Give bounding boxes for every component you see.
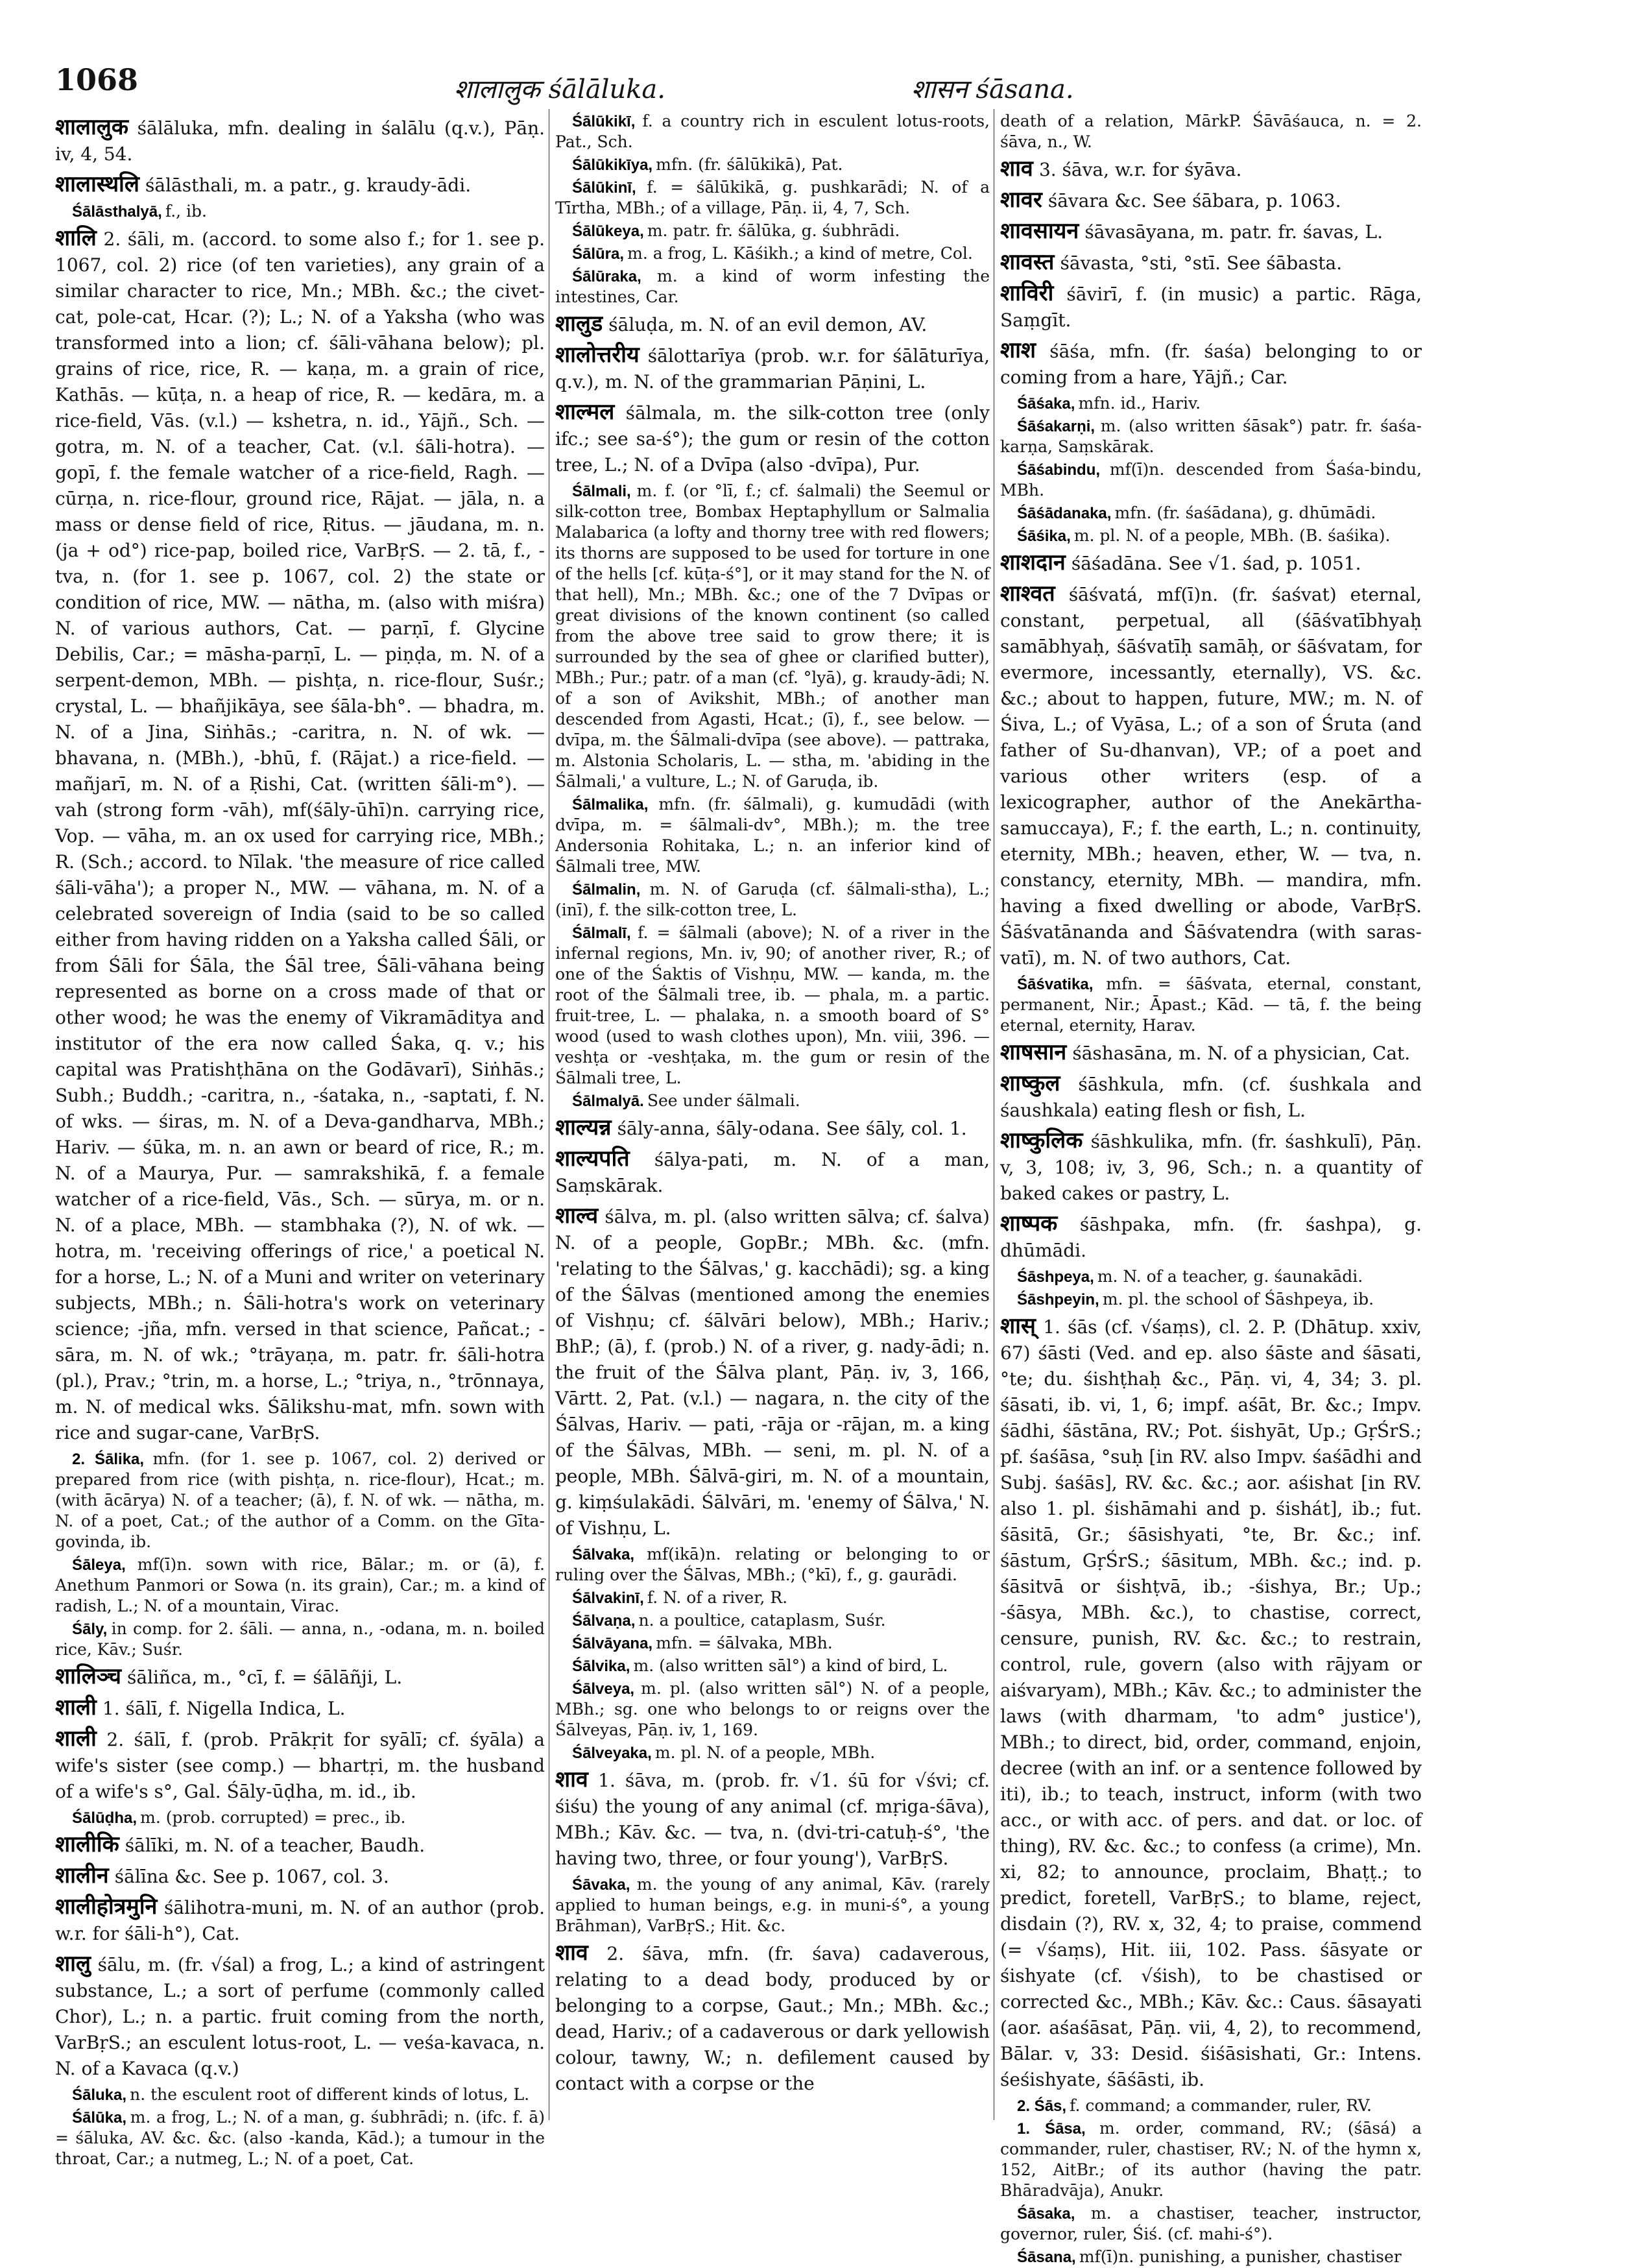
entry-definition: śāshpaka, mfn. (fr. śashpa), g. dhūmādi. (1000, 1214, 1422, 1261)
dictionary-entry (55, 1833, 545, 1860)
entry-headword: Śālmalika, (572, 796, 649, 814)
entry-headword: Śālveya, (572, 1680, 635, 1698)
entry-headword: शालुड (555, 311, 603, 337)
entry-definition: n. the esculent root of different kinds of lotus, L. (130, 2085, 530, 2104)
entry-headword: शाव (1000, 156, 1033, 182)
dictionary-entry (555, 1941, 990, 2098)
entry-headword: शाल्यपति (555, 1146, 630, 1172)
entry-headword: शाश्वत (1000, 581, 1055, 607)
entry-definition: śāliñca, m., °cī, f. = śālāñji, L. (127, 1667, 403, 1688)
entry-definition: mf(ikā)n. relating or belonging to or ruling over the Śālvas, MBh.; (°kī), f., g. gaurādi. (555, 1545, 990, 1584)
left-running-headword: शालालुक śālāluka. (454, 75, 665, 104)
entry-headword: शाश (1000, 337, 1036, 363)
dictionary-entry (555, 312, 990, 339)
dictionary-entry (555, 1743, 990, 1764)
entry-headword: 2. Śālika, (72, 1451, 145, 1468)
entry-definition: śālmala, m. the silk-cotton tree (only ifc.; see sa-ś°); the gum or resin of the cotton tree, L.; N. of a Dvīpa (also -dvīpa), Pur. (555, 402, 990, 476)
entry-headword: Śāly, (72, 1621, 108, 1638)
entry-headword: शावसायन (1000, 218, 1079, 244)
entry-definition: mfn. (fr. śālūkikā), Pat. (656, 155, 843, 174)
entry-headword: शालीहोत्रमुनि (55, 1894, 158, 1920)
dictionary-entry (1000, 157, 1422, 184)
entry-definition: m. a frog, L.; N. of a man, g. śubhrādi; n. (ifc. f. ā) = śāluka, AV. &c. &c. (also -kanda, Kād.); a tumour in the throat, Car.; a nutmeg, L.; N. of a poet, Cat. (55, 2108, 545, 2168)
entry-definition: m. order, command, RV.; (śāsá) a commander, ruler, chastiser, RV.; N. of the hymn x, 152, AitBr.; of its author (having the patr. Bhāradvāja), Anukr. (1000, 2119, 1422, 2200)
entry-definition: śālīki, m. N. of a teacher, Baudh. (125, 1835, 425, 1856)
entry-definition: śāshkulika, mfn. (fr. śashkulī), Pāṇ. v, 3, 108; iv, 3, 96, Sch.; n. a quantity of baked cakes or pastry, L. (1000, 1131, 1422, 1204)
entry-headword: Śālmalin, (572, 881, 641, 899)
entry-headword: शाशदान (1000, 549, 1066, 575)
entry-definition: mf(ī)n. sown with rice, Bālar.; m. or (ā), f. Anethum Panmori or Sowa (n. its grain), Car.; m. a kind of radish, L.; N. of a mountain, Virac. (55, 1555, 545, 1615)
entry-definition: m. a chastiser, teacher, instructor, governor, ruler, Śiś. (cf. mahi-ś°). (1000, 2204, 1422, 2243)
running-head (0, 0, 1652, 117)
entry-definition: m. f. (or °lī, f.; cf. śalmali) the Seemul or silk-cotton tree, Bombax Heptaphyllum or Salmalia Malabarica (a lofty and thorny tree with red flowers; its thorns are supposed to be used for torture in one of the hells [cf. kūṭa-ś°], or it may stand for the N. of that hell), Mn.; MBh. &c.; one of the 7 Dvīpas or great divisions of the known continent (so called from the above tree said to grow there; it is surrounded by the sea of ghee or clarified butter), MBh.; Pur.; patr. of a man (cf. °lyā), g. kraudy-ādi; N. of a son of Avikshit, MBh.; of another man descended from Agasti, Hcat.; (ī), f., see below. — dvīpa, m. the Śālmali-dvīpa (see above). — pattraka, m. Alstonia Scholaris, L. — stha, m. 'abiding in the Śālmali,' a vulture, L.; N. of Garuḍa, ib. (555, 481, 990, 791)
dictionary-entry (1000, 394, 1422, 415)
entry-definition: death of a relation, MārkP. Śāvāśauca, n. = 2. śāva, n., W. (1000, 112, 1422, 151)
entry-definition: śāvasāyana, m. patr. fr. śavas, L. (1084, 221, 1383, 243)
entry-definition: śāśadāna. See √1. śad, p. 1051. (1071, 553, 1361, 574)
entry-definition: n. a poultice, cataplasm, Suśr. (638, 1611, 886, 1630)
entry-headword: शाल्मल (555, 399, 615, 425)
entry-headword: शालि (55, 225, 97, 251)
entry-headword: Śāvaka, (572, 1876, 630, 1894)
dictionary-entry (1000, 1041, 1422, 1068)
dictionary-entry (555, 923, 990, 1089)
entry-definition: mf(ī)n. descended from Śaśa-bindu, MBh. (1000, 460, 1422, 500)
entry-headword: Śālūḍha, (72, 1809, 138, 1827)
entry-definition: mfn. (for 1. see p. 1067, col. 2) derived or prepared from rice (with pishṭa, n. rice-flour), Hcat.; m. (with ācārya) N. of a teacher; (ā), f. N. of wk. — nātha, m. N. of a poet, Cat.; of the author of a Comm. on the Gīta-govinda, ib. (55, 1449, 545, 1551)
entry-definition: mfn. (fr. śālmali), g. kumudādi (with dvīpa, m. = śālmali-dv°, MBh.); m. the tree Andersonia Rohitaka, L.; n. an inferior kind of Śālmali tree, MW. (555, 795, 990, 876)
entry-headword: शाली (55, 1726, 97, 1752)
dictionary-column-3 (1000, 112, 1422, 2266)
dictionary-entry (555, 155, 990, 176)
entry-definition: m. N. of a teacher, g. śaunakādi. (1097, 1267, 1363, 1286)
dictionary-entry (1000, 582, 1422, 972)
entry-definition: śālottarīya (prob. w.r. for śālāturīya, q.v.), m. N. of the grammarian Pāṇini, L. (555, 345, 990, 392)
entry-headword: शाव (555, 1767, 588, 1792)
entry-headword: शालोत्तरीय (555, 342, 640, 368)
dictionary-entry (555, 1679, 990, 1741)
dictionary-entry (555, 1116, 990, 1143)
dictionary-entry (55, 2108, 545, 2170)
dictionary-entry (1000, 503, 1422, 524)
entry-definition: śālāsthali, m. a patr., g. kraudy-ādi. (145, 175, 472, 196)
dictionary-entry (1000, 460, 1422, 501)
entry-headword: शाली (55, 1695, 97, 1720)
entry-headword: Śālvakinī, (572, 1589, 644, 1607)
dictionary-entry (55, 1952, 545, 2083)
entry-headword: शाष्कुलिक (1000, 1128, 1083, 1153)
entry-definition: mfn. = śāśvata, eternal, constant, permanent, Nir.; Āpast.; Kād. — tā, f. the being eternal, eternity, Harav. (1000, 974, 1422, 1035)
entry-headword: शाल्यन्न (555, 1115, 612, 1140)
dictionary-entry (1000, 339, 1422, 392)
dictionary-entry (55, 173, 545, 200)
entry-headword: Śāśika, (1017, 527, 1071, 545)
dictionary-entry (1000, 974, 1422, 1037)
entry-definition: m. pl. the school of Śāshpeya, ib. (1102, 1290, 1374, 1309)
entry-definition: 2. śālī, f. (prob. Prākṛit for syālī; cf. śyāla) a wife's sister (see comp.) — bhartṛi, m. the husband of a wife's s°, Gal. Śāly-ūḍha, m. id., ib. (55, 1729, 545, 1802)
dictionary-entry (555, 178, 990, 219)
entry-definition: śāluḍa, m. N. of an evil demon, AV. (608, 314, 928, 335)
entry-definition: śālihotra-muni, m. N. of an author (prob. w.r. for śāli-h°), Cat. (55, 1897, 545, 1944)
dictionary-entry (555, 244, 990, 265)
entry-headword: शास् (1000, 1313, 1036, 1339)
dictionary-column-2 (555, 112, 990, 2116)
entry-headword: शाषसान (1000, 1039, 1067, 1065)
entry-headword: शावर (1000, 187, 1042, 213)
entry-definition: f., ib. (165, 202, 207, 221)
dictionary-entry (55, 1665, 545, 1692)
entry-definition: śāśa, mfn. (fr. śaśa) belonging to or coming from a hare, Yājñ.; Car. (1000, 341, 1422, 388)
dictionary-entry (55, 1864, 545, 1891)
entry-definition: m. (prob. corrupted) = prec., ib. (140, 1808, 406, 1827)
dictionary-entry (1000, 2204, 1422, 2245)
entry-definition: 1. śāva, m. (prob. fr. √1. śū for √śvi; cf. śiśu) the young of any animal (cf. mṛiga-śāva), MBh.; Kāv. &c. — tva, n. (dvi-tri-catuḥ-ś°, 'the having two, three, or four young'), VarBṛS. (555, 1770, 990, 1869)
dictionary-entry (55, 202, 545, 223)
entry-headword: Śālūkikī, (572, 113, 636, 130)
entry-headword: शाल्व (555, 1203, 599, 1229)
entry-definition: mfn. = śālvaka, MBh. (656, 1634, 833, 1652)
dictionary-entry (555, 481, 990, 793)
dictionary-entry (1000, 1290, 1422, 1310)
dictionary-entry (555, 1656, 990, 1677)
entry-headword: Śāśabindu, (1017, 461, 1101, 479)
dictionary-entry (555, 1768, 990, 1873)
entry-headword: Śāśaka, (1017, 395, 1075, 413)
dictionary-entry (55, 1727, 545, 1806)
page-number: 1068 (55, 62, 139, 97)
entry-headword: शालिञ्च (55, 1663, 121, 1689)
entry-headword: Śālmali, (572, 483, 631, 500)
entry-definition: śāshasāna, m. N. of a physician, Cat. (1072, 1043, 1411, 1064)
dictionary-entry (1000, 2096, 1422, 2117)
dictionary-entry (1000, 1267, 1422, 1288)
entry-definition: śālīna &c. See p. 1067, col. 3. (114, 1866, 389, 1887)
dictionary-entry (1000, 1072, 1422, 1125)
entry-headword: शालास्थलि (55, 171, 139, 197)
entry-definition: 3. śāva, w.r. for śyāva. (1038, 159, 1242, 180)
dictionary-entry (555, 1588, 990, 1609)
dictionary-entry (555, 400, 990, 479)
entry-headword: Śāsana, (1017, 2249, 1076, 2266)
dictionary-entry (1000, 282, 1422, 335)
dictionary-entry (55, 1895, 545, 1948)
entry-definition: f. N. of a river, R. (647, 1588, 788, 1607)
dictionary-entry (555, 795, 990, 878)
dictionary-entry (555, 1611, 990, 1632)
dictionary-entry (555, 112, 990, 153)
entry-definition: m. pl. N. of a people, MBh. (B. śaśika). (1073, 526, 1391, 545)
entry-definition: śālya-pati, m. N. of a man, Saṃskārak. (555, 1149, 990, 1196)
entry-headword: शाष्पक (1000, 1211, 1058, 1237)
entry-definition: 1. śās (cf. √śaṃs), cl. 2. P. (Dhātup. xxiv, 67) śāsti (Ved. and ep. also śāste and śāsati, °te; du. śishṭhaḥ &c., Pāṇ. vi, 4, 34; 3. pl. śāsati, ib. vi, 1, 6; impf. aśāt, Br. &c.; Impv. śādhi, śāstāna, RV.; Pot. śishyāt, Up.; GṛŚrS.; pf. śaśāsa, °suḥ [in RV. also Impv. śaśādhi and Subj. śaśās], RV. &c. &c.; aor. aśishat [in RV. also 1. pl. śishāmahi and p. śishát], ib.; fut. śāsitā, Gr.; śāsishyati, °te, Br. &c.; inf. śāstum, GṛŚrS.; śāsitum, MBh. &c.; ind. p. śāsitvā or śishṭvā, ib.; -śishya, Br.; Up.; -śāsya, MBh. &c.), to chastise, correct, censure, punish, RV. &c. &c.; to restrain, control, rule, govern (also with rājyam or aiśvaryam), MBh.; Kāv. &c.; to administer the laws (with dharmam, 'to adm° justice'), MBh.; to direct, bid, order, command, enjoin, decree (with an inf. or a sentence followed by iti), ib.; to teach, instruct, inform (with two acc., or with acc. of pers. and dat. or loc. of thing), RV. &c. &c.; to confess (a crime), Mn. xi, 82; to announce, proclaim, Bhaṭṭ.; to predict, foretell, VarBṛS.; to blame, reject, disdain (?), RV. x, 32, 4; to praise, commend (= √śaṃs), Hit. iii, 102. Pass. śāsyate or śishyate (cf. √śish), to be chastised or corrected &c., MBh.; Kāv. &c.: Caus. śāsayati (aor. aśaśāsat, Pāṇ. vii, 4, 2), to recommend, Bālar. v, 33: Desid. śiśāsishati, Gr.: Intens. śeśishyate, śāśāsti, ib. (1000, 1316, 1422, 2090)
dictionary-entry (55, 2085, 545, 2106)
entry-headword: Śāleya, (72, 1556, 126, 1574)
entry-definition: śālva, m. pl. (also written sālva; cf. śalva) N. of a people, GopBr.; MBh. &c. (mfn. 'relating to the Śālvas,' g. kacchādi); sg. a king of the Śālvas (mentioned among the enemies of Vishṇu; cf. śālvāri below), MBh.; Hariv.; BhP.; (ā), f. (prob.) N. of a river, g. nady-ādi; n. the fruit of the Śālva plant, Pāṇ. iv, 3, 166, Vārtt. 2, Pat. (v.l.) — nagara, n. the city of the Śālvas, Hariv. — pati, -rāja or -rājan, m. a king of the Śālvas, MBh. — seni, m. pl. N. of a people, MBh. Śālvā-giri, m. N. of a mountain, g. kiṃśulakādi. Śālvāri, m. 'enemy of Śālva,' N. of Vishṇu, L. (555, 1206, 990, 1539)
entry-headword: शावस्त (1000, 249, 1055, 275)
entry-definition: m. the young of any animal, Kāv. (rarely applied to human beings, e.g. in muni-ś°, a young Brāhman), VarBṛS.; Hit. &c. (555, 1875, 990, 1935)
entry-definition: śāly-anna, śāly-odana. See śāly, col. 1. (617, 1118, 967, 1139)
entry-headword: Śālūraka, (572, 268, 641, 285)
dictionary-entry (555, 1204, 990, 1543)
entry-definition: śāshkula, mfn. (cf. śushkala and śaushkala) eating flesh or fish, L. (1000, 1074, 1422, 1121)
dictionary-entry (1000, 2119, 1422, 2202)
dictionary-entry (555, 1147, 990, 1200)
entry-headword: Śālmalyā. (572, 1092, 644, 1110)
entry-headword: Śāshpeya, (1017, 1268, 1094, 1286)
entry-headword: Śālvaka, (572, 1546, 635, 1563)
entry-headword: Śālvaṇa, (572, 1612, 636, 1630)
entry-headword: शालीन (55, 1863, 109, 1888)
dictionary-entry (555, 1545, 990, 1586)
entry-headword: Śāsaka, (1017, 2205, 1075, 2223)
entry-headword: Śālvāyana, (572, 1635, 653, 1652)
dictionary-entry (555, 221, 990, 242)
dictionary-entry (55, 226, 545, 1447)
entry-definition: f. = śālmali (above); N. of a river in the infernal regions, Mn. iv, 90; of another river, R.; of one of the Śaktis of Vishṇu, MW. — kanda, m. the root of the Śālmali tree, ib. — phala, m. a partic. fruit-tree, L. — phalaka, n. a smooth board of S° wood (used to wash clothes upon), Mn. viii, 396. — veshṭa or -veshṭaka, m. the gum or resin of the Śālmali tree, L. (555, 923, 990, 1087)
entry-headword: Śālveyaka, (572, 1744, 652, 1762)
entry-definition: 2. śāli, m. (accord. to some also f.; for 1. see p. 1067, col. 2) rice (of ten varieties), any grain of a similar character to rice, Mn.; MBh. &c.; the civet-cat, pole-cat, Hcar. (?); L.; N. of a Yaksha (who was transformed into a lion; cf. śāli-vāhana below); pl. grains of rice, rice, R. — kaṇa, m. a grain of rice, Kathās. — kūṭa, n. a heap of rice, R. — kedāra, m. a rice-field, Vās. (v.l.) — kshetra, n. id., Yājñ., Sch. — gotra, m. N. of a teacher, Cat. (v.l. śāli-hotra). — gopī, f. the female watcher of a rice-field, Ragh. — cūrṇa, n. rice-flour, ground rice, Rājat. — jāla, n. a mass or dense field of rice, Ṛitus. — jāudana, m. n. (ja + od°) rice-pap, boiled rice, VarBṛS. — 2. tā, f., -tva, n. (for 1. see p. 1067, col. 2) the state or condition of rice, MW. — nātha, m. (also with miśra) N. of various authors, Cat. — parṇī, f. Glycine Debilis, Car.; = māsha-parṇī, L. — piṇḍa, m. N. of a serpent-demon, MBh. — pishṭa, n. rice-flour, Suśr.; crystal, L. — bhañjikāya, see śāla-bh°. — bhadra, m. N. of a Jina, Siṅhās.; -caritra, n. N. of wk. — bhavana, n. (MBh.), -bhū, f. (Rājat.) a rice-field. — mañjarī, m. N. of a Ṛishi, Cat. (written śāli-m°). — vah (strong form -vāh), mf(śāly-ūhī)n. carrying rice, Vop. — vāha, m. an ox used for carrying rice, MBh.; R. (Sch.; accord. to Nīlak. 'the measure of rice called śāli-vāha'); a proper N., MW. — vāhana, m. N. of a celebrated sovereign of India (said to be so called either from having ridden on a Yaksha called Śāli, or from Śāli for Śāla, the Śāl tree, Śāli-vāhana being represented as borne on a cross made of that or other wood; he was the enemy of Vikramāditya and institutor of the era now called Śaka, q. v.; his capital was Pratishṭhāna on the Godāvarī), Siṅhās.; Subh.; Buddh.; -caritra, n., -śataka, n., -saptati, f. N. of wks. — śiras, m. N. of a Deva-gandharva, MBh.; Hariv. — śūka, m. n. an awn or beard of rice, R.; m. N. of a Maurya, Pur. — samrakshikā, f. a female watcher of a rice-field, Vās., Sch. — sūrya, m. or n. N. of a place, MBh. — stambhaka (?), N. of wk. — hotra, m. 'receiving offerings of rice,' a poetical N. for a horse, L.; N. of a Muni and writer on veterinary subjects, MBh.; n. Śāli-hotra's work on veterinary science; -jña, mfn. versed in that science, Pañcat.; -sāra, m. N. of wk.; °trāyaṇa, m. patr. fr. śāli-hotra (pl.), Prav.; °trin, m. a horse, L.; °triya, n., °trōnnaya, m. N. of medical wks. Śālikshu-mat, mfn. sown with rice and sugar-cane, VarBṛS. (55, 228, 545, 1443)
dictionary-entry (555, 1091, 990, 1112)
entry-definition: m. pl. N. of a people, MBh. (654, 1743, 876, 1762)
dictionary-entry (55, 115, 545, 169)
entry-headword: Śālūra, (572, 245, 625, 263)
entry-definition: m. (also written śāsak°) patr. fr. śaśa-karṇa, Saṃskārak. (1000, 416, 1422, 456)
entry-definition: śāvirī, f. (in music) a partic. Rāga, Saṃgīt. (1000, 284, 1422, 331)
entry-headword: शालालुक (55, 114, 128, 140)
entry-definition: m. (also written sāl°) a kind of bird, L. (633, 1656, 948, 1675)
entry-headword: शालु (55, 1951, 91, 1977)
dictionary-entry (1000, 416, 1422, 458)
entry-headword: Śālūka, (72, 2109, 127, 2127)
entry-definition: m. patr. fr. śālūka, g. śubhrādi. (647, 221, 900, 240)
entry-definition: śāśvatá, mf(ī)n. (fr. śaśvat) eternal, constant, perpetual, all (śāśvatībhyaḥ samābhyaḥ, śāśvatīḥ samāḥ, or śāśvatam, for evermore, incessantly, eternally), VS. &c. &c.; about to happen, future, MW.; m. N. of Śiva, L.; of Vyāsa, L.; of a son of Śruta (and father of Su-dhanvan), VP.; of a poet and various other writers (esp. of a lexicographer, author of the Anekārtha-samuccaya), F.; f. the earth, L.; n. continuity, eternity, MBh.; heaven, ether, W. — tva, n. constancy, eternity, MBh. — mandira, mfn. having a fixed dwelling or abode, VarBṛS. Śāśvatānanda and Śāśvatendra (with saras-vatī), m. N. of two authors, Cat. (1000, 584, 1422, 969)
entry-headword: Śāluka, (72, 2086, 127, 2104)
entry-definition: mfn. id., Hariv. (1078, 394, 1201, 413)
dictionary-entry (555, 343, 990, 396)
dictionary-entry (1000, 526, 1422, 547)
dictionary-entry (1000, 1314, 1422, 2094)
dictionary-entry (55, 1696, 545, 1723)
entry-definition: 1. śālī, f. Nigella Indica, L. (102, 1698, 346, 1719)
entry-definition: f. = śālūkikā, g. pushkarādi; N. of a Tīrtha, MBh.; of a village, Pāṇ. ii, 4, 7, Sch. (555, 178, 990, 217)
dictionary-column-1 (55, 112, 545, 2168)
entry-definition: śāvasta, °sti, °stī. See śābasta. (1060, 252, 1343, 274)
entry-headword: शाष्कुल (1000, 1070, 1060, 1096)
entry-headword: शाव (555, 1940, 588, 1966)
entry-headword: Śālāsthalyā, (72, 203, 162, 221)
dictionary-entry (1000, 1129, 1422, 1208)
entry-headword: Śālvika, (572, 1658, 630, 1675)
entry-definition: in comp. for 2. śāli. — anna, n., -odana, m. n. boiled rice, Kāv.; Suśr. (55, 1619, 545, 1659)
entry-definition: f. a country rich in esculent lotus-roots, Pat., Sch. (555, 112, 990, 151)
dictionary-entry (1000, 250, 1422, 278)
entry-definition: śālāluka, mfn. dealing in śalālu (q.v.), Pāṇ. iv, 4, 54. (55, 117, 545, 165)
dictionary-entry (1000, 188, 1422, 215)
dictionary-entry (1000, 551, 1422, 578)
entry-headword: Śālūkeya, (572, 223, 644, 240)
entry-headword: Śāśvatika, (1017, 976, 1094, 993)
entry-definition: m. a frog, L. Kāśikh.; a kind of metre, Col. (627, 244, 973, 263)
entry-headword: Śāśādanaka, (1017, 505, 1112, 522)
dictionary-entry (55, 1808, 545, 1829)
entry-headword: Śāśakarṇi, (1017, 418, 1095, 435)
entry-definition: mf(ī)n. punishing, a punisher, chastiser (1079, 2247, 1402, 2266)
entry-headword: शालीकि (55, 1831, 119, 1857)
entry-headword: 1. Śāsa, (1017, 2120, 1086, 2138)
dictionary-entry (55, 1619, 545, 1661)
dictionary-entry (55, 1555, 545, 1617)
entry-definition: See under śālmali. (647, 1091, 800, 1110)
dictionary-entry (555, 267, 990, 308)
entry-definition: mfn. (fr. śaśādana), g. dhūmādi. (1114, 503, 1376, 522)
dictionary-entry (1000, 2247, 1422, 2268)
entry-headword: Śālūkikīya, (572, 156, 653, 174)
entry-definition: m. pl. (also written sāl°) N. of a people, MBh.; sg. one who belongs to or reigns over the Śālveyas, Pāṇ. iv, 1, 169. (555, 1679, 990, 1739)
dictionary-entry (55, 1449, 545, 1553)
entry-definition: śāvara &c. See śābara, p. 1063. (1047, 190, 1341, 211)
entry-definition: f. command; a commander, ruler, RV. (1070, 2096, 1372, 2115)
entry-definition: m. a kind of worm infesting the intestines, Car. (555, 267, 990, 306)
dictionary-entry (1000, 1212, 1422, 1265)
entry-headword: Śālūkinī, (572, 179, 636, 197)
entry-definition: śālu, m. (fr. √śal) a frog, L.; a kind of astringent substance, L.; a sort of perfume (commonly called Chor), L.; n. a partic. fruit coming from the north, VarBṛS.; an esculent lotus-root, L. — veśa-kavaca, n. N. of a Kavaca (q.v.) (55, 1954, 545, 2079)
entry-definition: m. N. of Garuḍa (cf. śālmali-stha), L.; (inī), f. the silk-cotton tree, L. (555, 880, 990, 919)
entry-headword: Śāshpeyin, (1017, 1291, 1099, 1309)
dictionary-entry (555, 1875, 990, 1937)
dictionary-entry (555, 880, 990, 921)
dictionary-entry (1000, 219, 1422, 247)
entry-headword: शाविरी (1000, 280, 1054, 306)
entry-headword: Śālmalī, (572, 924, 631, 942)
entry-definition: 2. śāva, mfn. (fr. śava) cadaverous, relating to a dead body, produced by or belonging to a corpse, Gaut.; Mn.; MBh. &c.; dead, Hariv.; of a cadaverous or dark yellowish colour, tawny, W.; n. defilement caused by contact with a corpse or the (555, 1943, 990, 2094)
dictionary-entry (555, 1634, 990, 1654)
dictionary-entry (1000, 112, 1422, 153)
right-running-headword: शासन śāsana. (911, 75, 1074, 104)
entry-headword: 2. Śās, (1017, 2097, 1067, 2115)
